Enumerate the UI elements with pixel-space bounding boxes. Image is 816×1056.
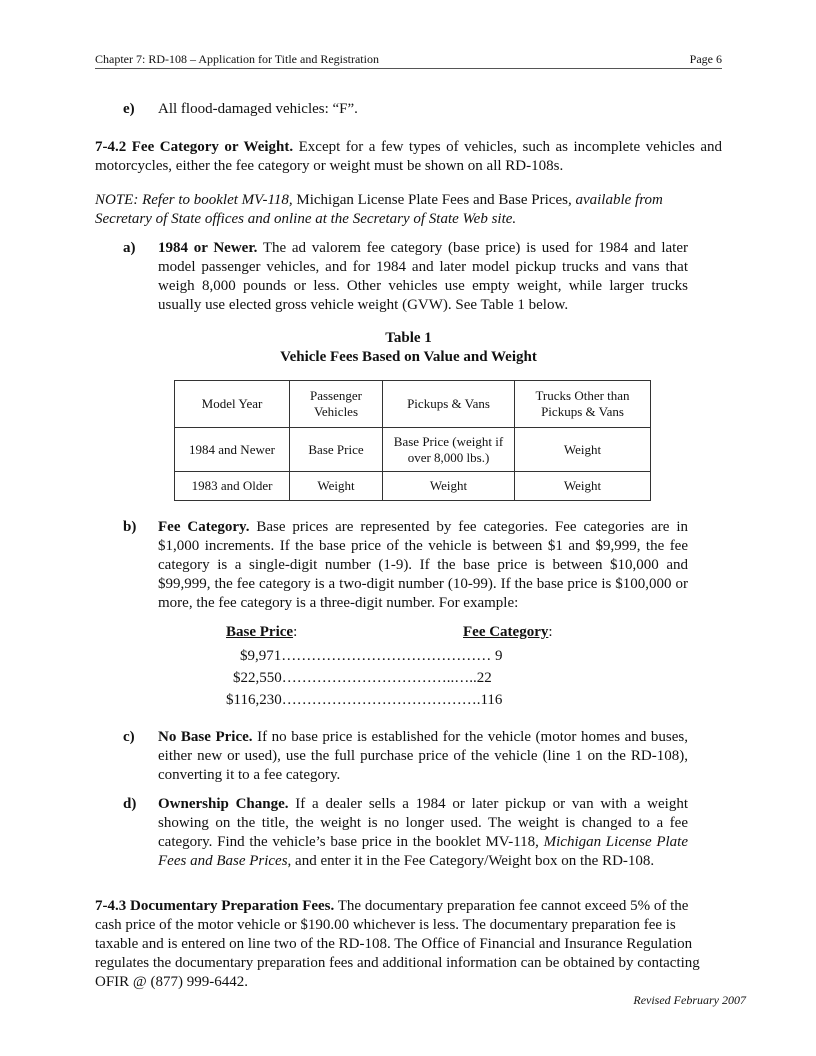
- example-row: $22,550……………………………..…..22: [233, 670, 492, 686]
- table-caption-number: Table 1: [385, 330, 432, 346]
- item-letter: b): [123, 519, 137, 535]
- note-paragraph: [95, 191, 722, 229]
- header-page-number: Page 6: [689, 52, 722, 66]
- table-header-cell: Passenger Vehicles: [290, 381, 383, 428]
- table-cell: Base Price (weight if over 8,000 lbs.): [383, 428, 515, 472]
- table-cell: Base Price: [290, 428, 383, 472]
- table-header-cell: Model Year: [175, 381, 290, 428]
- revision-footer: Revised February 2007: [633, 993, 746, 1007]
- example-price-header: Base Price:: [226, 624, 298, 640]
- note-booklet-title: Michigan License Plate Fees and Base Prices: [296, 192, 568, 208]
- item-text: If no base price is established for the vehicle (motor homes and buses, either new or used), use the full purchase price of the vehicle (line 1 on the RD-108), converting it to a fee category.: [158, 729, 688, 783]
- item-body: [158, 795, 688, 871]
- item-text-end: , and enter it in the Fee Category/Weight box on the RD-108.: [287, 853, 655, 869]
- page-header: [95, 52, 722, 69]
- table-caption-title: Vehicle Fees Based on Value and Weight: [280, 349, 537, 365]
- table-header-cell: Trucks Other than Pickups & Vans: [515, 381, 651, 428]
- note-text-1: NOTE: Refer to booklet MV-118,: [95, 192, 297, 208]
- section-heading: 7-4.3 Documentary Preparation Fees.: [95, 898, 335, 914]
- item-letter: a): [123, 240, 136, 256]
- item-body: [158, 239, 688, 315]
- table-cell: Weight: [515, 428, 651, 472]
- example-category-header: Fee Category:: [463, 624, 553, 640]
- item-body: [158, 518, 688, 613]
- item-letter: e): [123, 101, 135, 117]
- item-text: The ad valorem fee category (base price) is used for 1984 and later model passenger vehicles, and for 1984 and later model pickup trucks and vans that weigh 8,000 pounds or less. Other vehicles use empty weight, while larger trucks usually use elected gross vehicle weight (GVW). See Table 1 below.: [158, 240, 688, 313]
- header-chapter-title: Chapter 7: RD-108 – Application for Title and Registration: [95, 52, 379, 66]
- table-cell: 1983 and Older: [175, 472, 290, 501]
- item-heading: Fee Category.: [158, 519, 250, 535]
- table-cell: 1984 and Newer: [175, 428, 290, 472]
- item-booklet-title: Michigan License Plate Fees and Base Prices: [158, 834, 688, 869]
- vehicle-fees-table: [174, 380, 651, 501]
- item-body: [158, 728, 688, 785]
- table-cell: Weight: [290, 472, 383, 501]
- example-row: $116,230………………………………….116: [226, 692, 503, 708]
- table-row: [175, 472, 651, 501]
- item-text: Base prices are represented by fee categories. Fee categories are in $1,000 increments. If the base price of the vehicle is between $1 and $9,999, the fee category is a single-digit number (1-9). If the base price is between $10,000 and $99,999, the fee category is a two-digit number (10-99). If the base price is $100,000 or more, the fee category is a three-digit number. For example:: [158, 519, 689, 611]
- section-text: Except for a few types of vehicles, such as incomplete vehicles and motorcycles, either the fee category or weight must be shown on all RD-108s.: [95, 139, 722, 174]
- section-7-4-2: [95, 138, 722, 176]
- item-heading: Ownership Change.: [158, 796, 289, 812]
- section-7-4-3: [95, 897, 710, 992]
- item-heading: No Base Price.: [158, 729, 253, 745]
- table-cell: Weight: [383, 472, 515, 501]
- table-row: [175, 428, 651, 472]
- table-header-cell: Pickups & Vans: [383, 381, 515, 428]
- item-text: If a dealer sells a 1984 or later pickup or van with a weight showing on the title, the weight is no longer used. The weight is changed to a fee category. Find the vehicle’s base price in the booklet MV-118,: [158, 796, 688, 850]
- item-letter: d): [123, 796, 137, 812]
- table-cell: Weight: [515, 472, 651, 501]
- section-heading: 7-4.2 Fee Category or Weight.: [95, 139, 294, 155]
- example-row: $9,971…………………………………… 9: [240, 648, 503, 664]
- table-header-row: [175, 381, 651, 428]
- item-text: All flood-damaged vehicles: “F”.: [158, 101, 358, 117]
- item-heading: 1984 or Newer.: [158, 240, 258, 256]
- note-text-2: , available from Secretary of State offices and online at the Secretary of State Web site.: [95, 192, 663, 227]
- section-text: The documentary preparation fee cannot exceed 5% of the cash price of the motor vehicle or $190.00 whichever is less. The documentary preparation fee is taxable and is entered on line two of the RD-108. The Office of Financial and Insurance Regulation regulates the documentary preparation fees and additional information can be obtained by contacting OFIR @ (877) 999-6442.: [95, 898, 700, 990]
- item-letter: c): [123, 729, 135, 745]
